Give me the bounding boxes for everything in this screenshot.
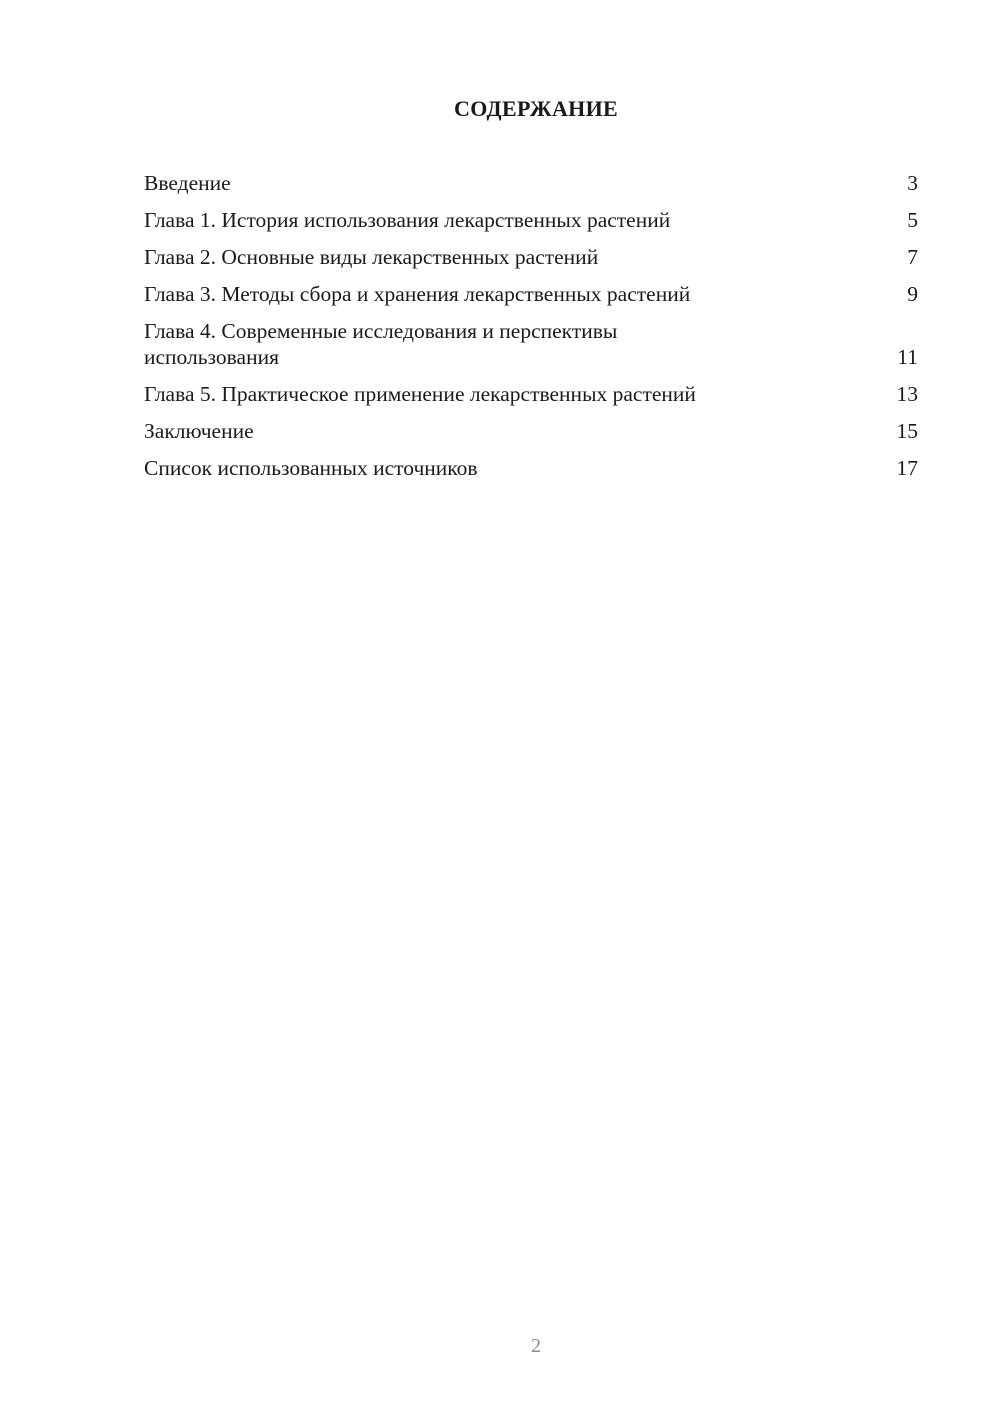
toc-entry-page: 15 — [896, 419, 918, 443]
toc-entry-title: Глава 4. Современные исследования и перспективы использования — [144, 319, 618, 369]
toc-entry-introduction — [144, 170, 918, 196]
toc-entry-chapter-2 — [144, 244, 918, 270]
toc-entry-title: Глава 3. Методы сбора и хранения лекарственных растений — [144, 282, 691, 306]
toc-entry-page: 11 — [897, 345, 918, 369]
toc-entry-conclusion — [144, 418, 918, 444]
toc-entry-chapter-1 — [144, 207, 918, 233]
toc-entry-page: 9 — [907, 282, 918, 306]
toc-entry-page: 17 — [896, 456, 918, 480]
toc-entry-title: Список использованных источников — [144, 456, 478, 480]
table-of-contents — [144, 170, 918, 492]
toc-heading: СОДЕРЖАНИЕ — [454, 96, 618, 121]
toc-entry-title: Глава 1. История использования лекарственных растений — [144, 208, 671, 232]
toc-entry-title: Введение — [144, 171, 231, 195]
toc-entry-chapter-3 — [144, 281, 918, 307]
toc-entry-chapter-5 — [144, 381, 918, 407]
toc-entry-page: 7 — [907, 245, 918, 269]
toc-entry-page: 13 — [896, 382, 918, 406]
toc-entry-title: Глава 5. Практическое применение лекарственных растений — [144, 382, 696, 406]
page-number: 2 — [531, 1335, 541, 1357]
toc-entry-title: Глава 2. Основные виды лекарственных растений — [144, 245, 599, 269]
toc-entry-chapter-4 — [144, 318, 918, 370]
toc-entry-page: 3 — [907, 171, 918, 195]
toc-entry-title: Заключение — [144, 419, 254, 443]
toc-entry-references — [144, 455, 918, 481]
toc-entry-page: 5 — [907, 208, 918, 232]
